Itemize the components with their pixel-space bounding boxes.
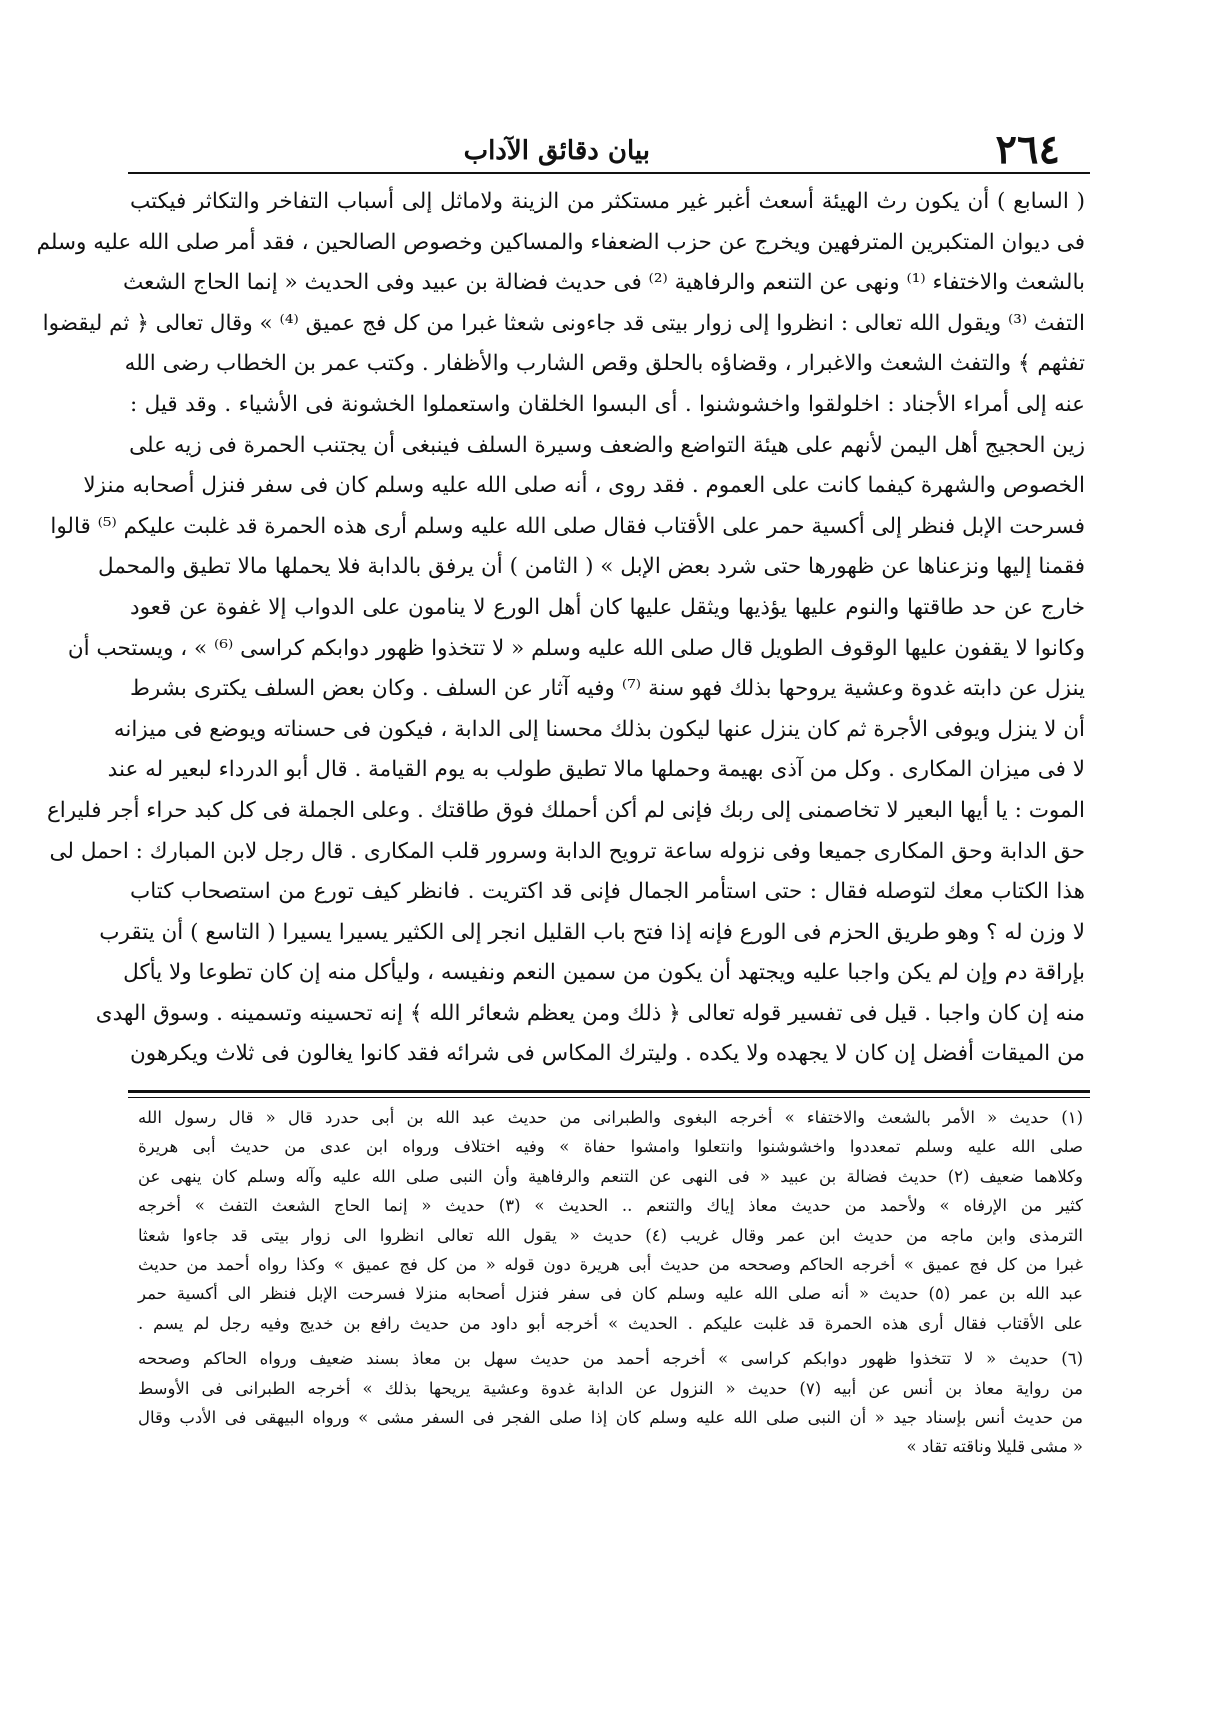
footnote-line: عبد الله بن عمر (٥) حديث « أنه صلى الله عليه وسلم كان فى سفر فنزل أصحابه منزلا فسرحت الإبل فنظر الى أكسية حمر — [138, 1284, 1083, 1304]
text-line: من الميقات أفضل إن كان لا يجهده ولا يكده . وليترك المكاس فى شرائه فقد كانوا يغالون فى ثلاث ويكرهون — [130, 1041, 1085, 1067]
text-line: حق الدابة وحق المكارى جميعا وفى نزوله ساعة ترويح الدابة وسرور قلب المكارى . قال رجل لابن المبارك : احمل لى — [49, 838, 1085, 864]
page-header — [130, 125, 1080, 175]
text-line: بإراقة دم وإن لم يكن واجبا عليه ويجتهد أن يكون من سمين النعم ونفيسه ، وليأكل منه إن كان تطوعا ولا يأكل — [123, 960, 1085, 986]
footnotes — [138, 1103, 1083, 1462]
footnote-separator — [128, 1090, 1090, 1093]
header-rule — [128, 172, 1090, 174]
text-line: التفث ⁽³⁾ ويقول الله تعالى : انظروا إلى زوار بيتى قد جاءونى شعثا غبرا من كل فج عميق ⁽⁴⁾ » وقال تعالى ﴿ ثم ليقضوا — [42, 310, 1085, 336]
footnote-line: وكلاهما ضعيف (٢) حديث فضالة بن عبيد « فى النهى عن التنعم والرفاهية وأن النبى صلى الله عليه وآله وسلم كان ينهى عن — [138, 1166, 1083, 1186]
text-line: لا وزن له ؟ وهو طريق الحزم فى الورع فإنه إذا فتح باب القليل انجر إلى الكثير يسيرا يسيرا ( التاسع ) أن يتقرب — [99, 919, 1085, 945]
footnote-line: من رواية معاذ بن أنس عن أبيه (٧) حديث « النزول عن الدابة غدوة وعشية يريحها بذلك » أخرجه الطبرانى فى الأوسط — [138, 1378, 1083, 1398]
footnote-line: (١) حديث « الأمر بالشعث والاختفاء » أخرجه البغوى والطبرانى من حديث عبد الله بن أبى حدرد قال « قال رسول الله — [138, 1108, 1083, 1127]
running-title: بيان دقائق الآداب — [463, 136, 650, 166]
text-line: الخصوص والشهرة كيفما كانت على العموم . فقد روى ، أنه صلى الله عليه وسلم كان فى سفر فنزل أصحابه منزلا — [83, 473, 1085, 499]
text-line: منه إن كان واجبا . قيل فى تفسير قوله تعالى ﴿ ذلك ومن يعظم شعائر الله ﴾ إنه تحسينه وتسمينه . وسوق الهدى — [95, 1000, 1085, 1026]
footnote-line: كثير من الإرفاه » ولأحمد من حديث معاذ إياك والتنعم .. الحديث » (٣) حديث « إنما الحاج الشعث التفث » أخرجه — [138, 1196, 1083, 1216]
footnote-line: غبرا من كل فج عميق » أخرجه الحاكم وصححه من حديث أبى هريرة دون قوله « من كل فج عميق » وكذا رواه أحمد من حديث — [138, 1254, 1083, 1274]
text-line: زين الحجيج أهل اليمن لأنهم على هيئة التواضع والضعف وسيرة السلف فينبغى أن يجتنب الحمرة فى زيه على — [129, 432, 1085, 458]
text-line: ينزل عن دابته غدوة وعشية يروحها بذلك فهو سنة ⁽⁷⁾ وفيه آثار عن السلف . وكان بعض السلف يكترى بشرط — [130, 676, 1085, 702]
text-line: أن لا ينزل ويوفى الأجرة ثم كان ينزل عنها ليكون بذلك محسنا إلى الدابة ، فيكون فى حسناته ويوضع فى ميزانه — [113, 716, 1085, 742]
text-line: عنه إلى أمراء الأجناد : اخلولقوا واخشوشنوا . أى البسوا الخلقان واستعملوا الخشونة فى الأشياء . وقد قيل : — [130, 391, 1085, 417]
page-number: ٢٦٤ — [995, 126, 1060, 173]
text-line: ( السابع ) أن يكون رث الهيئة أسعث أغبر غير مستكثر من الزينة ولاماثل إلى أسباب التفاخر والتكاثر فيكتب — [130, 189, 1085, 214]
text-line: لا فى ميزان المكارى . وكل من آذى بهيمة وحملها مالا تطيق طولب به يوم القيامة . قال أبو الدرداء لبعير له عند — [107, 757, 1085, 783]
main-text — [36, 182, 1085, 1075]
text-line: فسرحت الإبل فنظر إلى أكسية حمر على الأقتاب فقال صلى الله عليه وسلم أرى هذه الحمرة قد غلبت عليكم ⁽⁵⁾ قالوا — [50, 513, 1085, 539]
footnote-line: الترمذى وابن ماجه من حديث ابن عمر وقال غريب (٤) حديث « يقول الله تعالى انظروا الى زوار بيتى قد جاءوا شعثا — [138, 1225, 1083, 1245]
text-line: بالشعث والاختفاء ⁽¹⁾ ونهى عن التنعم والرفاهية ⁽²⁾ فى حديث فضالة بن عبيد وفى الحديث « إنما الحاج الشعث — [123, 270, 1085, 296]
footnote-line: (٦) حديث « لا تتخذوا ظهور دوابكم كراسى » أخرجه أحمد من حديث سهل بن معاذ بسند ضعيف ورواه الحاكم وصححه — [138, 1349, 1083, 1369]
text-line: خارج عن حد طاقتها والنوم عليها يؤذيها ويثقل عليها كان أهل الورع لا ينامون على الدواب إلا غفوة عن قعود — [130, 594, 1085, 620]
footnote-line: « مشى قليلا وناقته تقاد » — [906, 1437, 1083, 1457]
text-line: فى ديوان المتكبرين المترفهين ويخرج عن حزب الضعفاء والمساكين وخصوص الصالحين ، فقد أمر صلى الله عليه وسلم — [36, 229, 1085, 255]
footnote-line: على الأقتاب فقال أرى هذه الحمرة قد غلبت عليكم . الحديث » أخرجه أبو داود من حديث رافع بن خديج وفيه رجل لم يسم . — [138, 1313, 1083, 1333]
footnote-separator-thin — [128, 1097, 1090, 1098]
text-line: وكانوا لا يقفون عليها الوقوف الطويل قال صلى الله عليه وسلم « لا تتخذوا ظهور دوابكم كراسى ⁽⁶⁾ » ، ويستحب أن — [67, 635, 1085, 661]
text-line: الموت : يا أيها البعير لا تخاصمنى إلى ربك فإنى لم أكن أحملك فوق طاقتك . وعلى الجملة فى كل كبد حراء أجر فليراع — [46, 797, 1085, 823]
text-line: هذا الكتاب معك لتوصله فقال : حتى استأمر الجمال فإنى قد اكتريت . فانظر كيف تورع من استصحاب كتاب — [130, 879, 1085, 905]
footnote-line: من حديث أنس بإسناد جيد « أن النبى صلى الله عليه وسلم كان إذا صلى الفجر فى السفر مشى » ورواه البيهقى فى الأدب وقال — [138, 1407, 1083, 1427]
footnote-line: صلى الله عليه وسلم تمعددوا واخشوشنوا وانتعلوا وامشوا حفاة » وفيه اختلاف ورواه ابن عدى من حديث أبى هريرة — [138, 1137, 1083, 1157]
text-line: تفثهم ﴾ والتفث الشعث والاغبرار ، وقضاؤه بالحلق وقص الشارب والأظفار . وكتب عمر بن الخطاب رضى الله — [124, 351, 1085, 377]
text-line: فقمنا إليها ونزعناها عن ظهورها حتى شرد بعض الإبل » ( الثامن ) أن يرفق بالدابة فلا يحملها مالا تطيق والمحمل — [97, 554, 1085, 580]
